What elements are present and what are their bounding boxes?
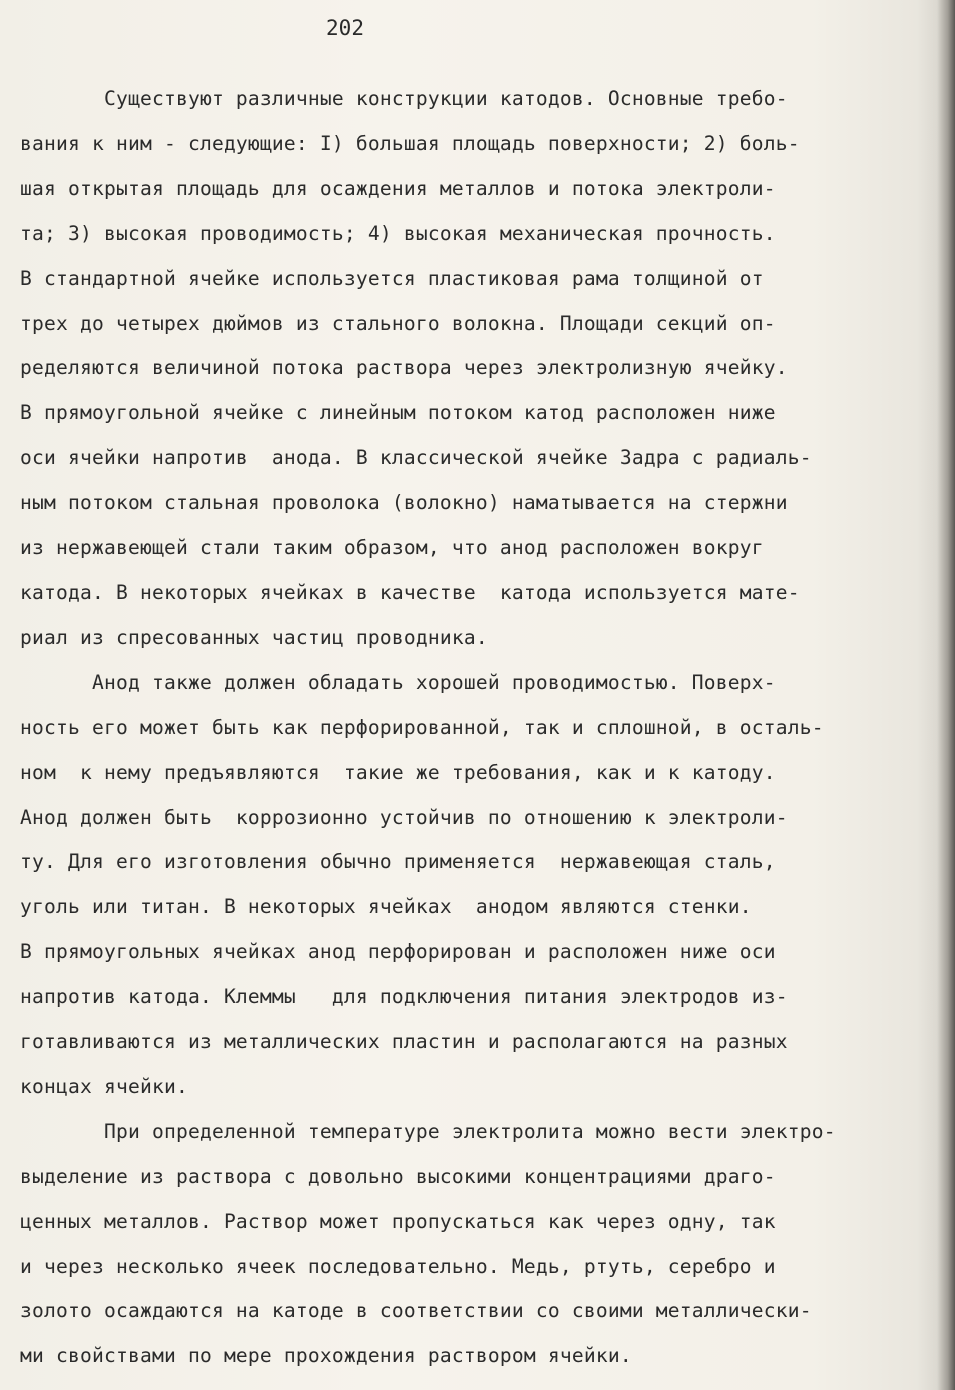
text-line: ном к нему предъявляются такие же требования, как и к катоду. <box>20 760 776 784</box>
text-line: готавливаются из металлических пластин и располагаются на разных <box>20 1030 788 1054</box>
text-line: из нержавеющей стали таким образом, что анод расположен вокруг <box>20 536 764 560</box>
text-line: концах ячейки. <box>20 1074 188 1098</box>
text-line: риал из спресованных частиц проводника. <box>20 625 488 649</box>
text-line: Анод должен быть коррозионно устойчив по отношению к электроли- <box>20 805 788 829</box>
page-number: 202 <box>326 16 364 40</box>
text-line: та; 3) высокая проводимость; 4) высокая механическая прочность. <box>20 221 776 245</box>
text-line: шая открытая площадь для осаждения металлов и потока электроли- <box>20 176 776 200</box>
text-line: оси ячейки напротив анода. В классической ячейке Задра с радиаль- <box>20 446 812 470</box>
text-line: напротив катода. Клеммы для подключения питания электродов из- <box>20 985 788 1009</box>
text-line: ми свойствами по мере прохождения раствором ячейки. <box>20 1344 632 1368</box>
text-line: ценных металлов. Раствор может пропускаться как через одну, так <box>20 1209 776 1233</box>
text-line: ределяются величиной потока раствора через электролизную ячейку. <box>20 356 788 380</box>
text-line: В стандартной ячейке используется пластиковая рама толщиной от <box>20 266 764 290</box>
text-line: Анод также должен обладать хорошей проводимостью. Поверх- <box>20 670 776 694</box>
text-line: При определенной температуре электролита можно вести электро- <box>20 1119 836 1143</box>
text-line: уголь или титан. В некоторых ячейках анодом являются стенки. <box>20 895 752 919</box>
text-line: ным потоком стальная проволока (волокно) наматывается на стержни <box>20 491 788 515</box>
page-edge-shadow <box>937 0 955 1390</box>
text-line: В прямоугольной ячейке с линейным потоком катод расположен ниже <box>20 401 776 425</box>
text-line: золото осаждаются на катоде в соответствии со своими металлически- <box>20 1299 812 1323</box>
text-line: и через несколько ячеек последовательно. Медь, ртуть, серебро и <box>20 1254 776 1278</box>
text-line: катода. В некоторых ячейках в качестве катода используется мате- <box>20 580 800 604</box>
text-line: трех до четырех дюймов из стального волокна. Площади секций оп- <box>20 311 776 335</box>
text-line: вания к ним - следующие: I) большая площадь поверхности; 2) боль- <box>20 131 800 155</box>
text-line: ность его может быть как перфорированной, так и сплошной, в осталь- <box>20 715 824 739</box>
text-line: В прямоугольных ячейках анод перфорирован и расположен ниже оси <box>20 940 776 964</box>
body-text <box>20 77 935 1379</box>
text-line: ту. Для его изготовления обычно применяется нержавеющая сталь, <box>20 850 776 874</box>
text-line: выделение из раствора с довольно высокими концентрациями драго- <box>20 1164 776 1188</box>
text-line: Существуют различные конструкции катодов. Основные требо- <box>20 87 788 110</box>
